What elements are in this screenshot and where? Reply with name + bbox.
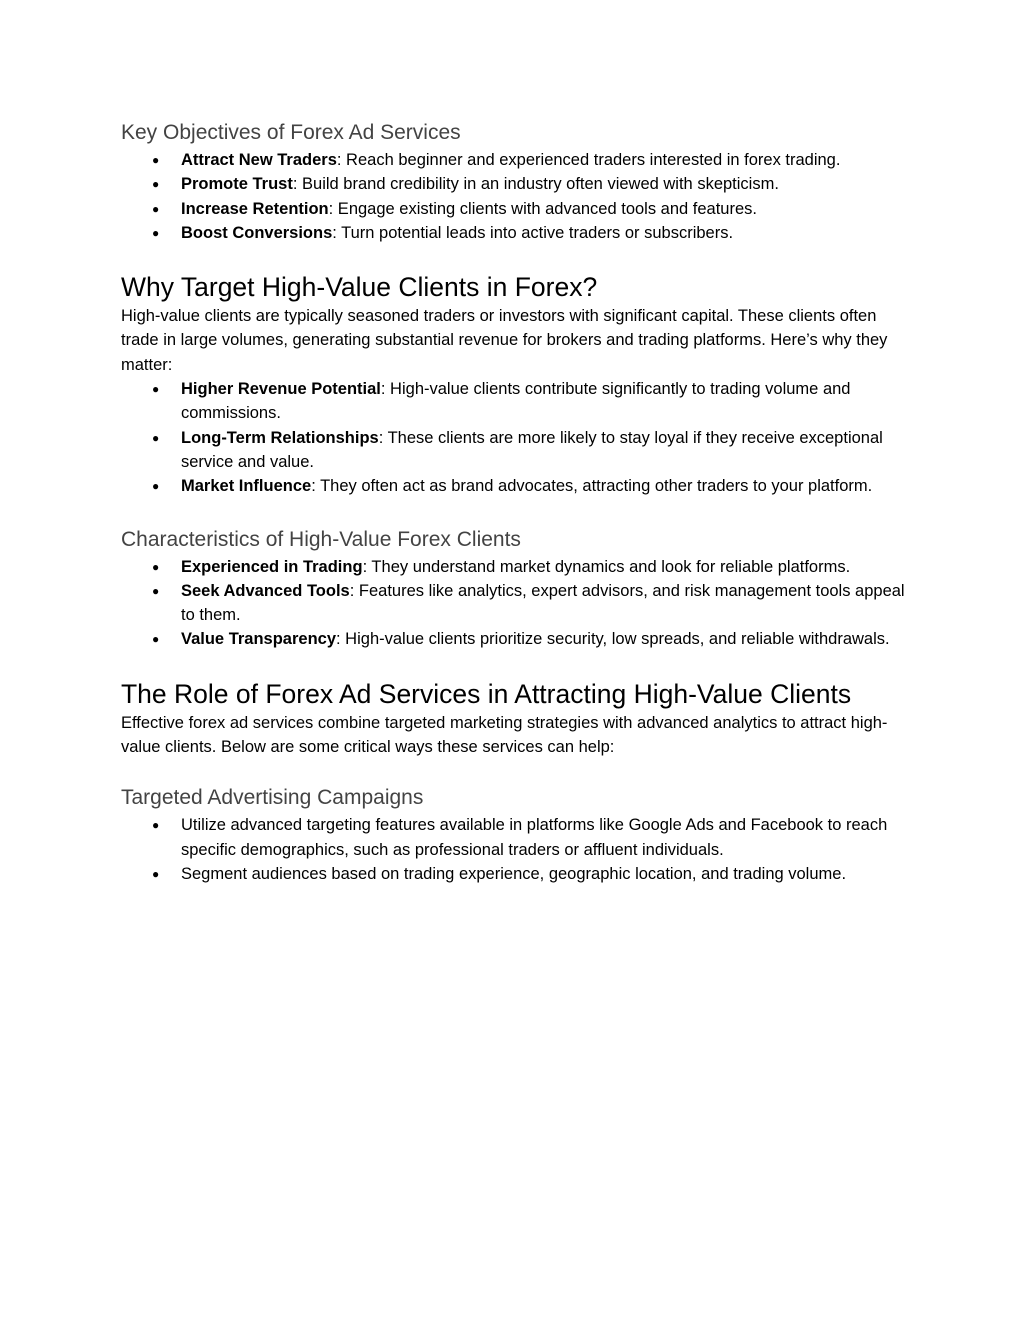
bullet-icon: ● bbox=[152, 201, 160, 216]
heading-targeted-campaigns: Targeted Advertising Campaigns bbox=[121, 786, 424, 810]
heading-characteristics: Characteristics of High-Value Forex Clients bbox=[121, 527, 521, 551]
bullet-text: Utilize advanced targeting features available in platforms like Google Ads and Facebook to reach specific demographics, such as professional traders or affluent individuals. bbox=[181, 816, 888, 859]
bullet-text: : Reach beginner and experienced traders interested in forex trading. bbox=[336, 151, 841, 169]
heading-role-of-ad-services: The Role of Forex Ad Services in Attracting High-Value Clients bbox=[121, 678, 852, 709]
list-item bbox=[121, 148, 911, 172]
bullet-term: Increase Retention bbox=[181, 199, 329, 218]
bullet-list-key-objectives bbox=[121, 148, 911, 245]
bullet-list-why-target bbox=[121, 377, 911, 498]
bullet-icon: ● bbox=[152, 177, 160, 192]
bullet-list-targeted-campaigns bbox=[121, 813, 911, 886]
paragraph-why-target: High-value clients are typically seasoned traders or investors with significant capital. These clients often trade in large volumes, generating substantial revenue for brokers and trading platforms. Here’s why they matter: bbox=[121, 307, 888, 374]
bullet-list-characteristics bbox=[121, 555, 911, 652]
bullet-icon: ● bbox=[152, 559, 160, 574]
list-item bbox=[121, 862, 911, 886]
bullet-icon: ● bbox=[152, 153, 160, 167]
bullet-term: Value Transparency bbox=[181, 630, 337, 649]
list-item bbox=[121, 221, 911, 245]
list-item bbox=[121, 555, 911, 579]
bullet-icon: ● bbox=[152, 382, 160, 397]
bullet-term: Higher Revenue Potential bbox=[181, 380, 381, 399]
bullet-icon: ● bbox=[152, 583, 160, 598]
bullet-term: Boost Conversions bbox=[181, 223, 333, 242]
bullet-term: Experienced in Trading bbox=[181, 557, 363, 576]
bullet-term: Attract New Traders bbox=[181, 151, 337, 169]
bullet-term: Long-Term Relationships bbox=[181, 428, 379, 447]
bullet-icon: ● bbox=[152, 866, 160, 881]
list-item bbox=[121, 377, 911, 426]
heading-key-objectives: Key Objectives of Forex Ad Services bbox=[121, 121, 461, 144]
bullet-icon: ● bbox=[152, 479, 160, 494]
heading-why-target: Why Target High-Value Clients in Forex? bbox=[121, 272, 598, 303]
bullet-text: : Features like analytics, expert advisors, and risk management tools appeal to them. bbox=[181, 581, 905, 625]
list-item bbox=[121, 197, 911, 221]
list-item bbox=[121, 813, 911, 862]
bullet-text: : High-value clients prioritize security, low spreads, and reliable withdrawals. bbox=[336, 630, 890, 649]
bullet-icon: ● bbox=[152, 430, 160, 445]
bullet-text: Segment audiences based on trading experience, geographic location, and trading volume. bbox=[181, 864, 847, 883]
bullet-text: : Turn potential leads into active traders or subscribers. bbox=[332, 223, 734, 242]
list-item bbox=[121, 172, 911, 196]
bullet-text: : High-value clients contribute significantly to trading volume and commissions. bbox=[181, 380, 851, 423]
document-content bbox=[121, 118, 911, 886]
bullet-text: : Engage existing clients with advanced tools and features. bbox=[328, 199, 757, 218]
paragraph-role-of-ad-services: Effective forex ad services combine targeted marketing strategies with advanced analytics to attract high-value clients. Below are some critical ways these services can help: bbox=[121, 713, 888, 757]
bullet-icon: ● bbox=[152, 225, 160, 240]
bullet-text: : They understand market dynamics and look for reliable platforms. bbox=[362, 557, 851, 576]
bullet-term: Promote Trust bbox=[181, 175, 293, 194]
list-item bbox=[121, 627, 911, 651]
bullet-icon: ● bbox=[152, 632, 160, 647]
bullet-term: Seek Advanced Tools bbox=[181, 581, 350, 600]
list-item bbox=[121, 426, 911, 475]
list-item bbox=[121, 579, 911, 628]
bullet-term: Market Influence bbox=[181, 477, 312, 496]
bullet-text: : They often act as brand advocates, attracting other traders to your platform. bbox=[311, 477, 873, 496]
bullet-text: : Build brand credibility in an industry often viewed with skepticism. bbox=[292, 175, 779, 194]
list-item bbox=[121, 474, 911, 498]
bullet-icon: ● bbox=[152, 818, 160, 833]
bullet-text: : These clients are more likely to stay loyal if they receive exceptional service and value. bbox=[181, 428, 883, 471]
